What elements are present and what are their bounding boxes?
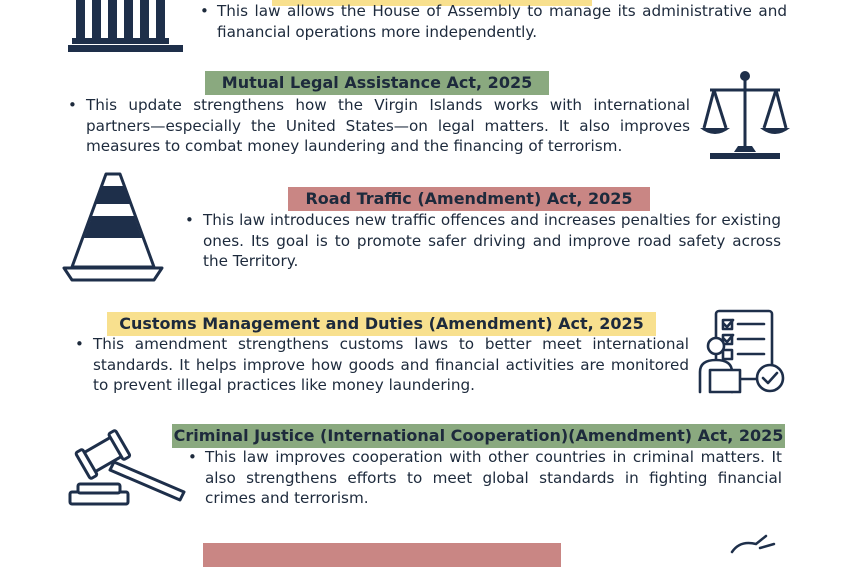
section-description: This law allows the House of Assembly to manage its administrative and fianancial operations more independently.: [217, 2, 787, 41]
section-title-bar: Customs Management and Duties (Amendment) Act, 2025: [107, 312, 656, 336]
section-description: This update strengthens how the Virgin Islands works with international partners—especially the United States—on legal matters. It also improves measures to combat money laundering and the financing of terrorism.: [86, 96, 690, 155]
scales-of-justice-icon: [700, 70, 790, 162]
section-description: This law introduces new traffic offences and increases penalties for existing ones. Its goal is to promote safer driving and improve road safety across the Territory.: [203, 211, 781, 270]
bullet: •: [200, 2, 209, 20]
section-title-bar: Criminal Justice (International Cooperation)(Amendment) Act, 2025: [172, 424, 785, 448]
customs-checklist-icon: [696, 308, 788, 398]
parliament-columns-icon: [66, 0, 186, 55]
section-description: This law improves cooperation with other countries in criminal matters. It also strengthens efforts to meet global standards in fighting financial crimes and terrorism.: [205, 448, 782, 507]
traffic-cone-icon: [64, 172, 164, 284]
bullet: •: [185, 211, 194, 229]
gavel-icon: [64, 430, 194, 510]
partial-icon: [726, 534, 786, 554]
section-title-bar: [203, 543, 561, 567]
bullet: •: [68, 96, 77, 114]
section-title-bar: Mutual Legal Assistance Act, 2025: [205, 71, 549, 95]
bullet: •: [188, 448, 197, 466]
section-description: This amendment strengthens customs laws to better meet international standards. It helps improve how goods and financial activities are monitored to prevent illegal practices like money laundering.: [93, 335, 689, 394]
bullet: •: [75, 335, 84, 353]
section-title-bar: Road Traffic (Amendment) Act, 2025: [288, 187, 650, 211]
